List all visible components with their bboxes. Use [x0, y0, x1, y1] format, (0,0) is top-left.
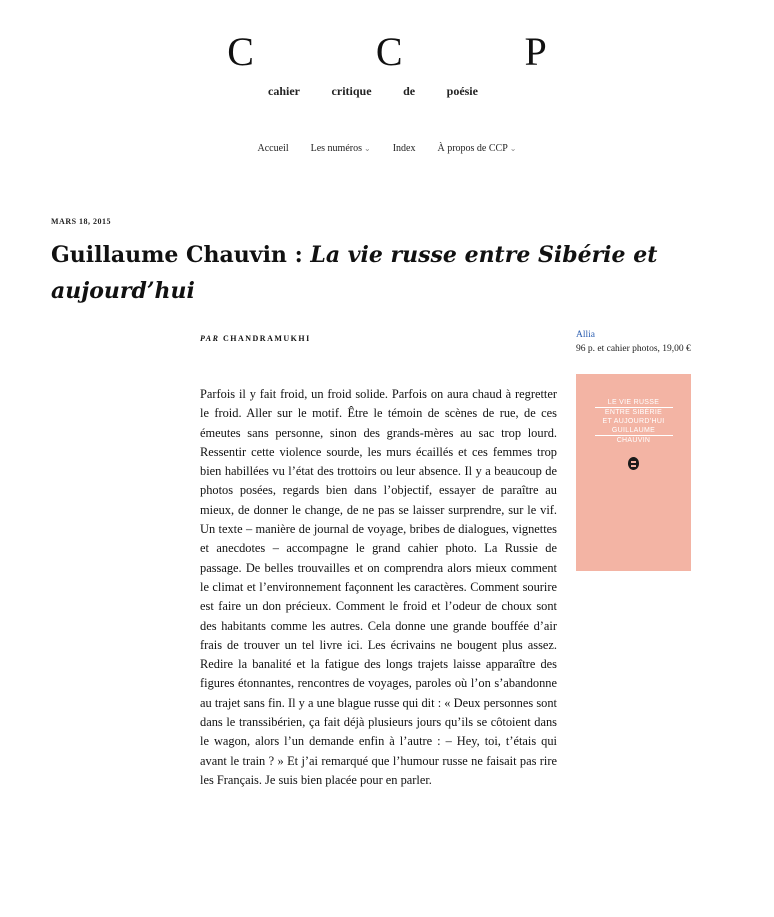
publisher-logo-icon: [628, 457, 639, 470]
nav-item-index[interactable]: [393, 143, 416, 154]
post-date[interactable]: MARS 18, 2015: [51, 217, 112, 226]
cover-line: ET AUJOURD’HUI: [602, 418, 665, 425]
site-title[interactable]: C C P: [227, 29, 603, 74]
book-info: [576, 328, 691, 356]
post-title-book: La vie russe entre Sibérie et: [310, 242, 658, 268]
post-title-author: Guillaume Chauvin :: [51, 242, 311, 268]
cover-line: LE VIE RUSSE: [607, 399, 660, 406]
nav-item-accueil[interactable]: [258, 143, 289, 154]
byline-prefix: PAR: [200, 334, 220, 343]
article-body: Parfois il y fait froid, un froid solide. Parfois on aura chaud à regretter le froid. Aller sur le motif. Être le témoin de scènes de rue, de ces émeutes sans personne, sinon des grands-mères au sac trop lourd. Ressentir cette violence sourde, les murs écaillés et ces femmes trop bien habillées vu l’état des trottoirs ou leur absence. Il y a beaucoup de photos posées, regards bien dans l’objectif, essayer de paraître au mieux, de donner le change, de ne pas se laisser surprendre, sur le vif. Un texte – manière de journal de voyage, bribes de dialogues, vignettes et anecdotes – accompagne le grand cahier photo. La Russie de passage. De belles trouvailles et on comprendra alors mieux comment le climat et l’environnement façonnent les caractères. Comment sourire est faire un don précieux. Comment le froid et l’odeur de choux sont des habitants comme les autres. Cela donne une grande bouffée d’air frais de trouver un tel livre ici. Les écrivains ne bougent plus assez. Redire la banalité et la fatigue des longs trajets laisse apparaître des figures étonnantes, rencontres de voyages, paroles où l’on s’abandonne au trajet sans fin. Il y a une blague russe qui dit : « Deux personnes sont dans le transsibérien, ça fait déjà plusieurs jours qu’ils se côtoient dans le wagon, alors l’un demande enfin à l’autre : – Hey, toi, t’étais qui avant le train ? » Et j’ai remarqué que l’humour russe ne faisait pas rire les Français. Je suis bien placée pour en parler.: [200, 387, 557, 787]
nav-item-label: Les numéros: [310, 143, 362, 154]
book-details: 96 p. et cahier photos, 19,00 €: [576, 344, 691, 354]
cover-text: [576, 398, 691, 445]
post-title-book-cont: aujourd’hui: [51, 278, 195, 304]
byline-author[interactable]: CHANDRAMUKHI: [222, 334, 311, 343]
site-subtitle-word: cahier: [268, 84, 300, 98]
nav-item-a-propos[interactable]: [437, 143, 516, 154]
site-subtitle-word: critique: [331, 84, 372, 98]
byline: [200, 334, 311, 343]
chevron-down-icon: ⌄: [364, 144, 371, 153]
site-subtitle-word: de: [403, 84, 416, 98]
main-nav: [0, 143, 774, 154]
chevron-down-icon: ⌄: [509, 144, 517, 153]
site-subtitle: [268, 84, 478, 99]
cover-line: GUILLAUME: [611, 427, 656, 434]
nav-item-label: Index: [392, 143, 416, 154]
post-title: [51, 237, 671, 309]
cover-line: ENTRE SIBÉRIE: [604, 409, 663, 416]
site-subtitle-word: poésie: [446, 84, 478, 98]
publisher-link[interactable]: Allia: [576, 330, 595, 340]
nav-item-label: À propos de CCP: [437, 143, 508, 154]
cover-line: CHAUVIN: [616, 437, 651, 444]
nav-item-label: Accueil: [257, 143, 289, 154]
book-cover: [576, 374, 691, 571]
nav-item-numeros[interactable]: [311, 143, 371, 154]
